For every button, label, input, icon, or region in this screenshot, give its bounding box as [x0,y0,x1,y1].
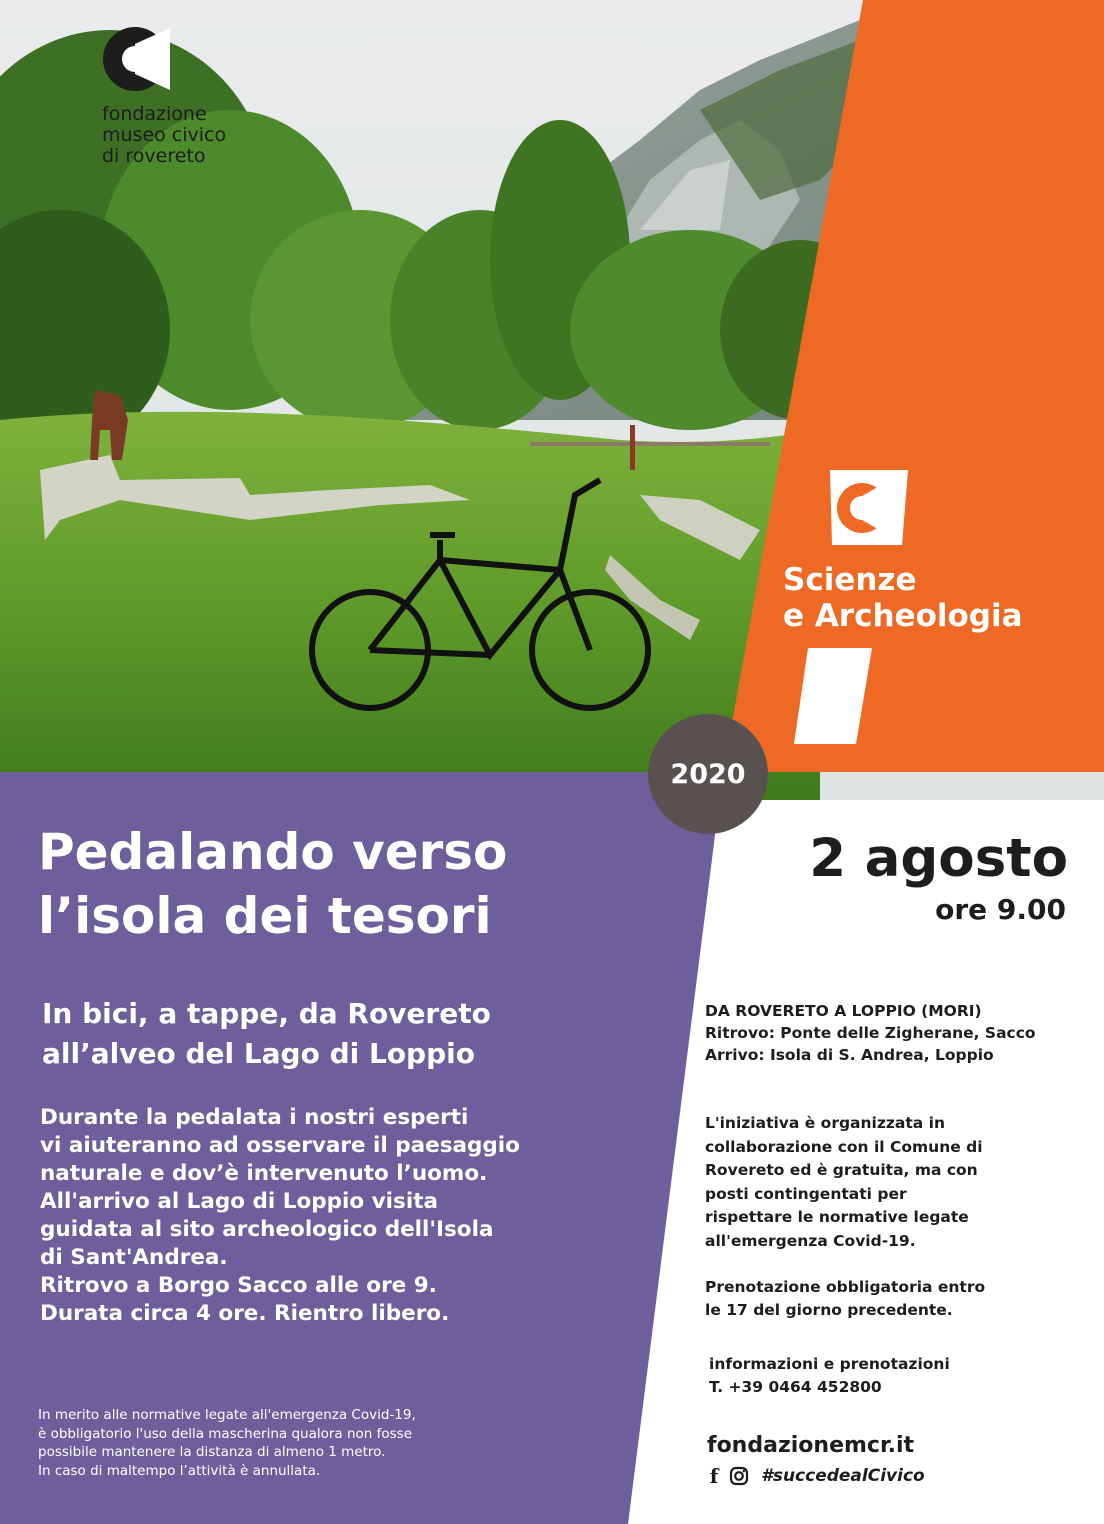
route-line: Ritrovo: Ponte delle Zigherane, Sacco [705,1024,1036,1042]
event-time: ore 9.00 [935,893,1066,926]
logo-c-icon [100,24,170,94]
description-line: Durata circa 4 ore. Rientro libero. [40,1301,450,1326]
info-line: rispettare le normative legate [705,1208,969,1226]
website-link[interactable]: fondazionemcr.it [707,1433,915,1458]
info-line: collaborazione con il Comune di [705,1137,983,1156]
logo-line: fondazione [102,103,207,125]
notice-line: In merito alle normative legate all'emergenza Covid-19, [38,1407,416,1423]
title-line: l’isola dei tesori [38,887,492,945]
organization-info [705,1112,983,1253]
description-line: Ritrovo a Borgo Sacco alle ore 9. [40,1273,437,1298]
logo-text [102,104,226,167]
route-info [705,1000,1036,1066]
notice-line: è obbligatorio l'uso della mascherina qualora non fosse [38,1425,413,1442]
info-line: all'emergenza Covid-19. [705,1231,916,1250]
subtitle-line: all’alveo del Lago di Loppio [42,1037,475,1070]
event-title [38,820,507,948]
hashtag[interactable]: #succedealCivico [761,1466,925,1486]
year-badge: 2020 [648,714,768,834]
facebook-icon[interactable]: f [709,1464,719,1488]
covid-notice [38,1406,416,1480]
notice-line: possibile mantenere la distanza di almeno 1 metro. [38,1444,386,1460]
contact-info [709,1353,950,1399]
description-line: All'arrivo al Lago di Loppio visita [40,1189,438,1214]
info-line: L'iniziativa è organizzata in [705,1114,945,1132]
booking-line: Prenotazione obbligatoria entro [705,1278,986,1296]
phone-number[interactable]: T. +39 0464 452800 [709,1378,882,1396]
booking-line: le 17 del giorno precedente. [705,1301,953,1319]
info-line: posti contingentati per [705,1184,907,1203]
description-line: guidata al sito archeologico dell'Isola [40,1217,494,1242]
event-date: 2 agosto [809,828,1068,889]
contact-line: informazioni e prenotazioni [709,1355,950,1373]
description-line: Durante la pedalata i nostri esperti [40,1105,469,1130]
route-line: DA ROVERETO A LOPPIO (MORI) [705,1002,982,1020]
route-line: Arrivo: Isola di S. Andrea, Loppio [705,1046,994,1064]
series-line: e Archeologia [783,598,1023,634]
series-line: Scienze [783,562,917,598]
event-description [40,1104,520,1328]
logo-line: museo civico [102,124,227,146]
instagram-icon[interactable] [729,1466,749,1486]
booking-info [705,1276,985,1322]
series-title [783,562,1023,634]
info-line: Rovereto ed è gratuita, ma con [705,1161,978,1179]
notice-line: In caso di maltempo l’attività è annullata. [38,1462,321,1479]
description-line: di Sant'Andrea. [40,1245,228,1270]
subtitle-line: In bici, a tappe, da Rovereto [42,997,491,1030]
social-links [707,1464,925,1488]
logo [100,24,170,98]
description-line: naturale e dov’è intervenuto l’uomo. [40,1161,488,1186]
event-subtitle [42,994,491,1074]
description-line: vi aiuteranno ad osservare il paesaggio [40,1133,520,1158]
logo-line: di rovereto [102,145,206,167]
title-line: Pedalando verso [38,823,508,881]
